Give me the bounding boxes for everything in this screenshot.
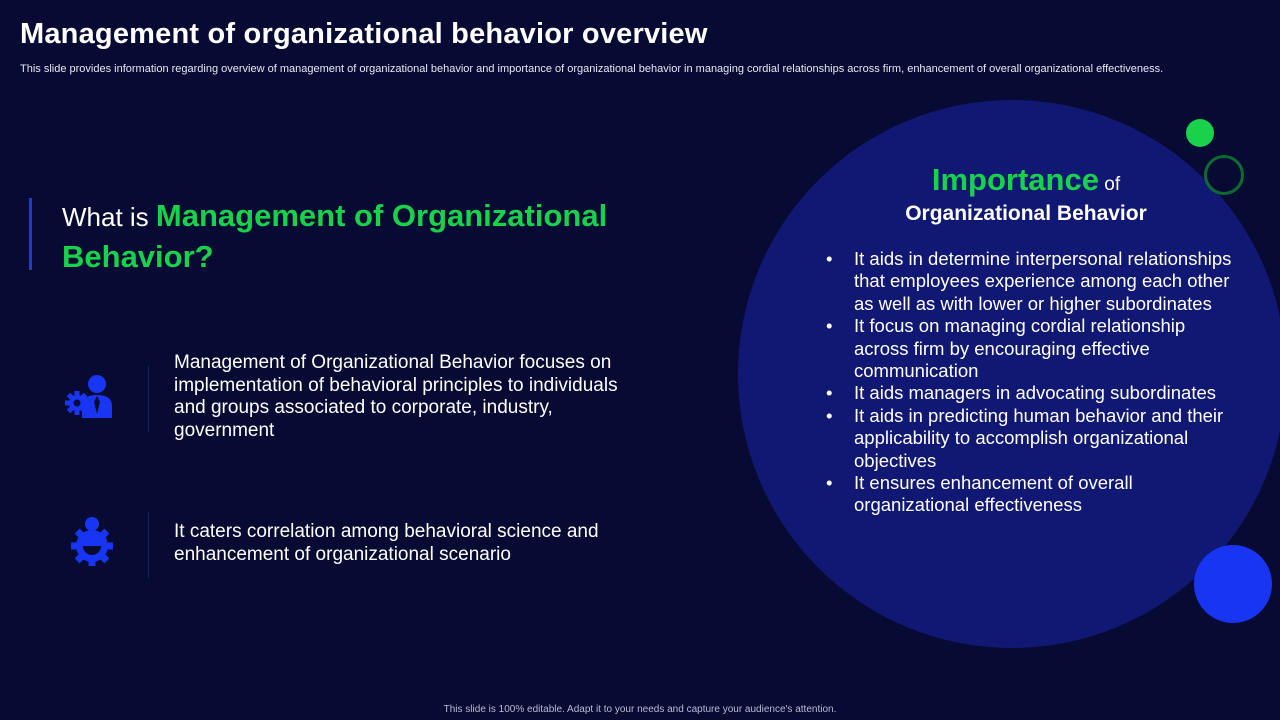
- importance-bullet: • It aids in determine interpersonal relationships that employees experience among each other as well as with lower or higher subordinates: [826, 248, 1236, 315]
- importance-subtitle: Organizational Behavior: [905, 202, 1147, 225]
- importance-bullet: • It aids managers in advocating subordinates: [826, 382, 1236, 404]
- feature-text-2: It caters correlation among behavioral science and enhancement of organizational scenario: [174, 521, 599, 565]
- importance-title-accent: Importance: [931, 162, 1099, 197]
- feature-text-1: Management of Organizational Behavior focuses on implementation of behavioral principles to individuals and groups associated to corporate, industry, government: [174, 352, 618, 441]
- what-is-heading: [62, 196, 702, 276]
- importance-bullet: • It ensures enhancement of overall organizational effectiveness: [826, 472, 1236, 517]
- page-subtitle: This slide provides information regarding overview of management of organizational behavior and importance of organizational behavior in managing cordial relationships across firm, enhancement of overall organizational effectiveness.: [20, 63, 1164, 75]
- importance-bullet: • It aids in predicting human behavior and their applicability to accomplish organizational objectives: [826, 405, 1236, 472]
- people-gear-icon: [64, 372, 120, 422]
- heading-accent-bar: [29, 198, 32, 270]
- importance-bullet: • It focus on managing cordial relationship across firm by encouraging effective communication: [826, 315, 1236, 382]
- what-is-heading-accent: Management of Organizational Behavior?: [62, 198, 608, 274]
- person-cog-icon: [64, 516, 120, 566]
- green-dot-decoration: [1186, 119, 1214, 147]
- feature-divider: [148, 512, 149, 578]
- importance-title: [826, 162, 1226, 204]
- page-title: Management of organizational behavior overview: [20, 18, 708, 50]
- importance-title-of: of: [1098, 174, 1121, 195]
- blue-dot-decoration: [1194, 545, 1272, 623]
- what-is-heading-lead: What is: [62, 202, 156, 232]
- importance-bullet-list: [826, 248, 1236, 517]
- footer-note: This slide is 100% editable. Adapt it to your needs and capture your audience's attention.: [443, 704, 837, 715]
- feature-divider: [148, 366, 149, 432]
